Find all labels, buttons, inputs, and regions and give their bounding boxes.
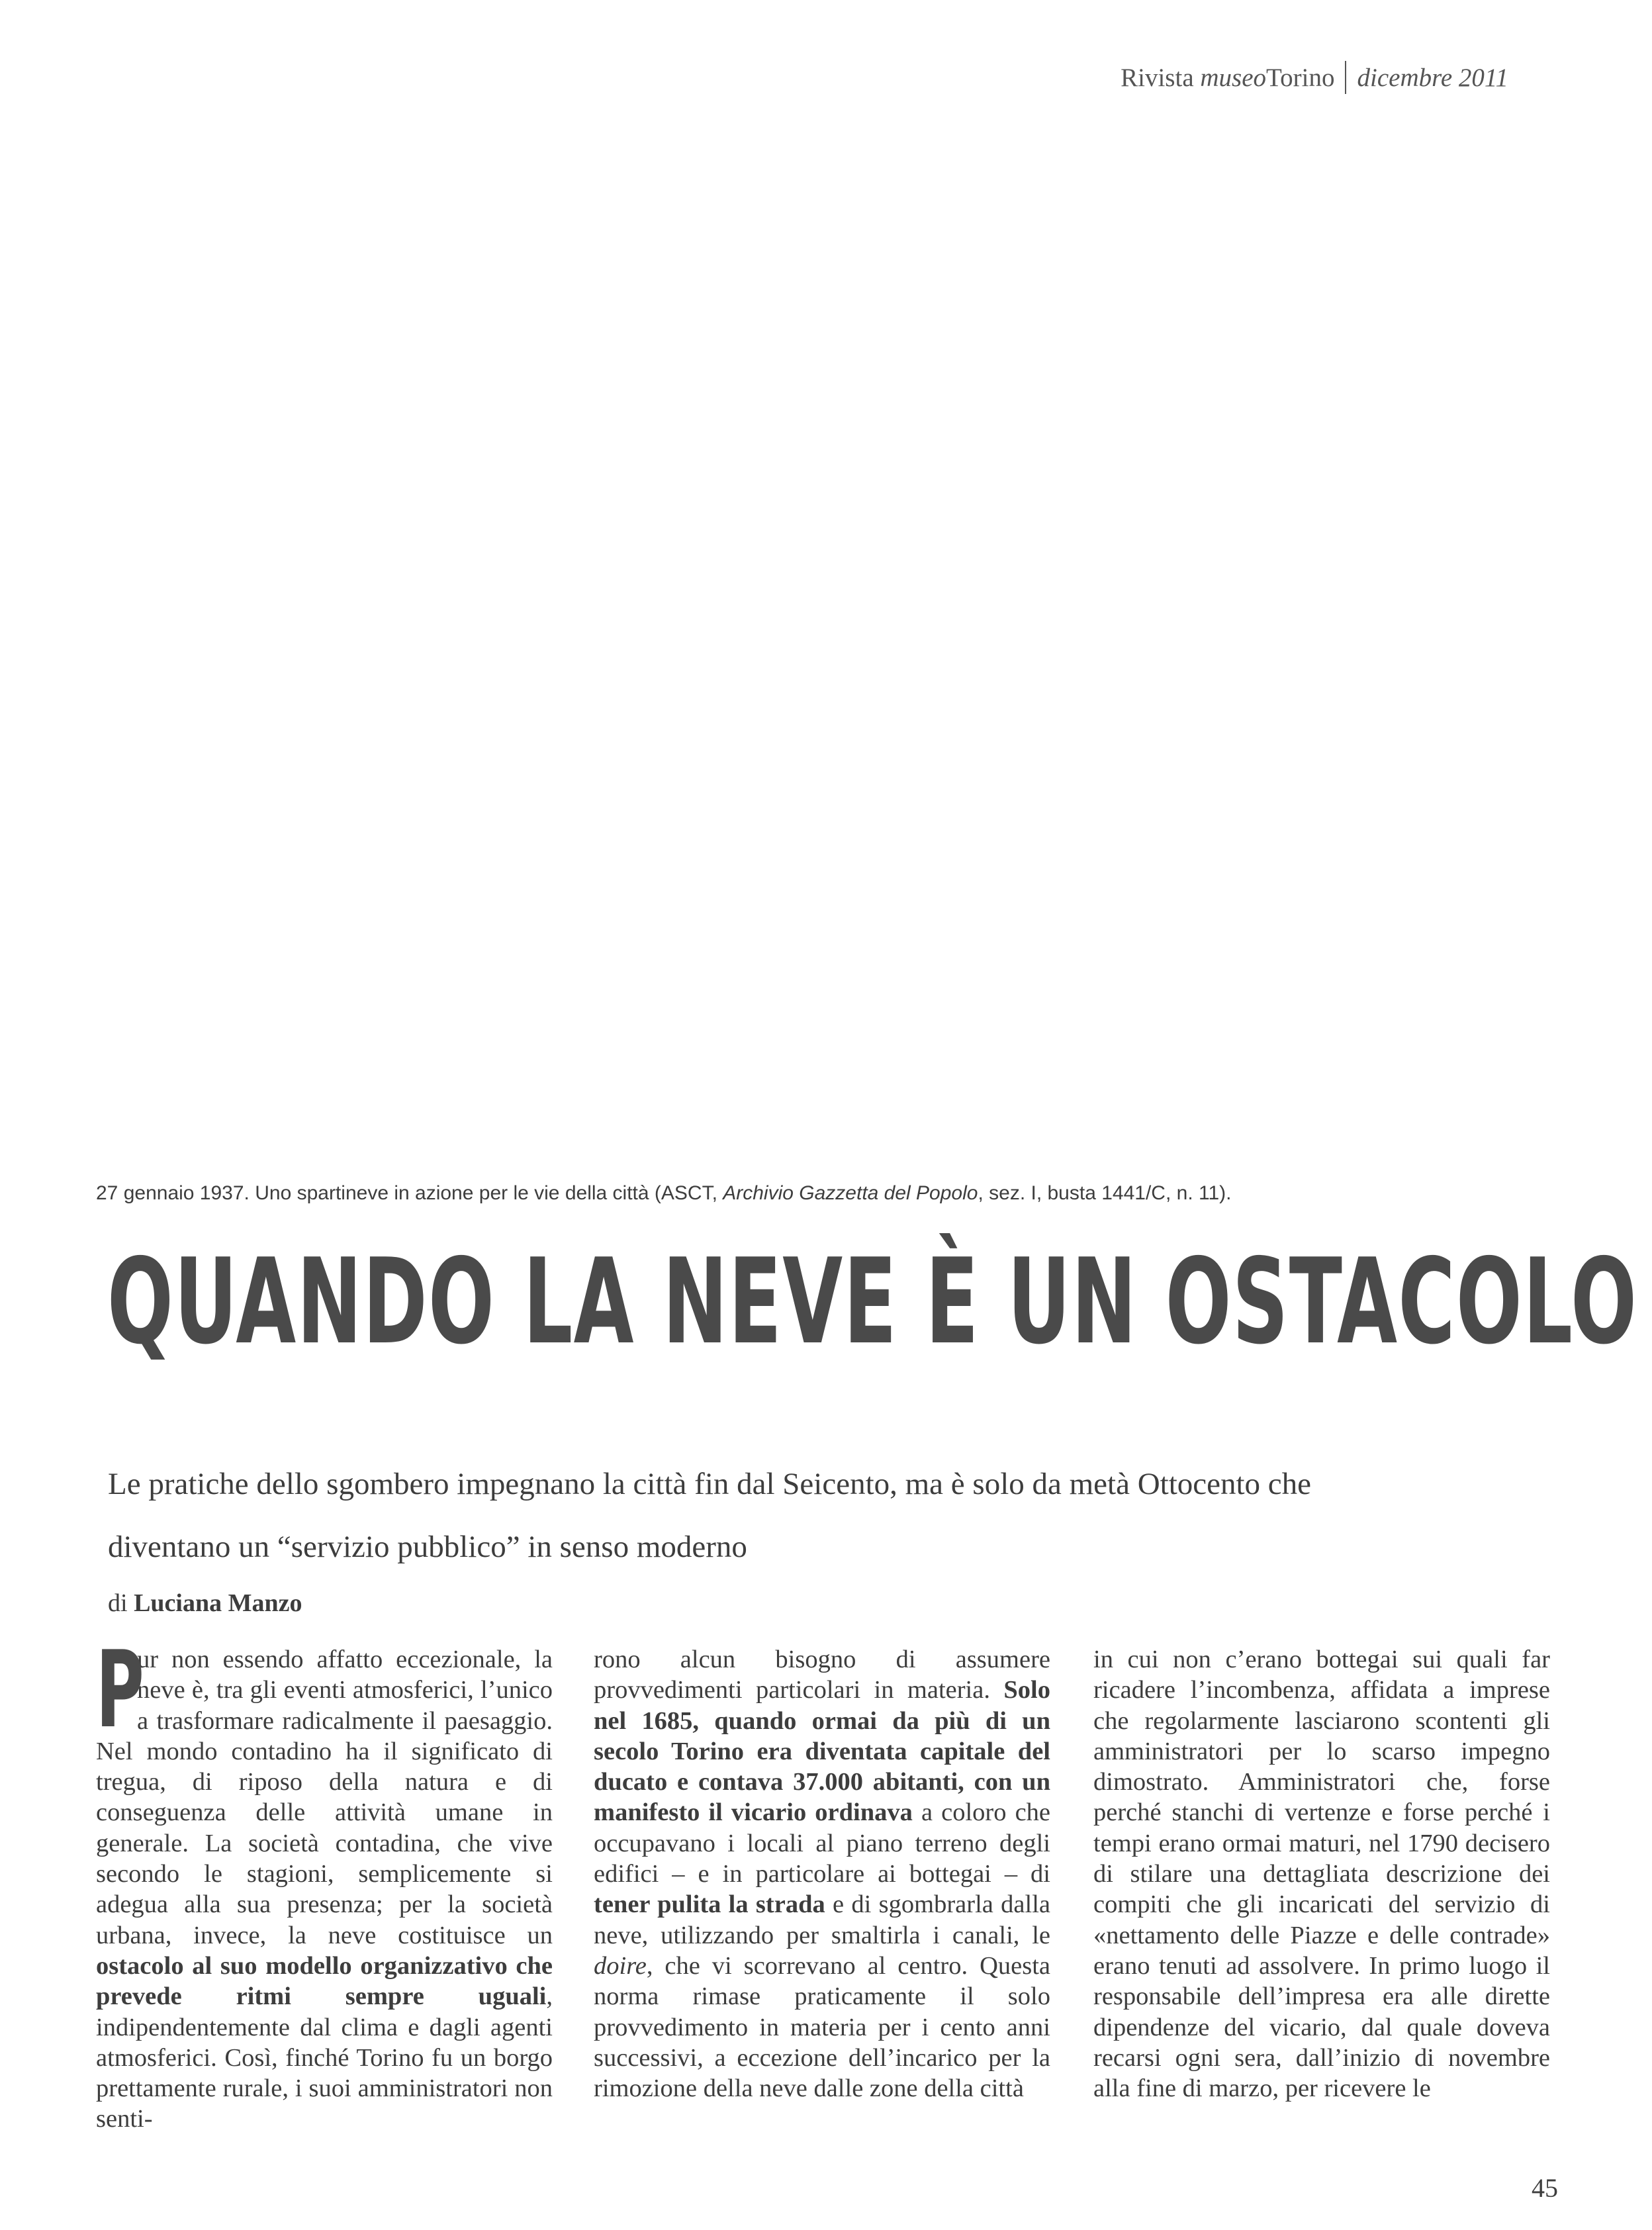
body-column-2: rono alcun bisogno di assumere provvedimenti particolari in materia. Solo nel 1685, quando ormai da più di un secolo Torino era diventata capitale del ducato e contava 37.000 abitanti, con un manifesto il vicario ordinava a coloro che occupavano i locali al piano terreno degli edifici – e in particolare ai bottegai – di tener pulita la strada e di sgombrarla dalla neve, utilizzando per smaltirla i canali, le doire, che vi scorrevano al centro. Questa norma rimase praticamente il solo provvedimento in materia per i cento anni successivi, a eccezione dell’incarico per la rimozione della neve dalle zone della città	[594, 1646, 1050, 2103]
body-column-1: P ur non essendo affatto eccezionale, la neve è, tra gli eventi atmosferici, l’unico a trasformare radicalmente il paesaggio. Nel mondo contadino ha il significato di tregua, di riposo della natura e di conseguenza delle attività umane in generale. La società contadina, che vive secondo le stagioni, semplicemente si adegua alla sua presenza; per la società urbana, invece, la neve costituisce un ostacolo al suo modello organizzativo che prevede ritmi sempre uguali, indipendentemente dal clima e dagli agenti atmosferici. Così, finché Torino fu un borgo prettamente rurale, i suoi amministratori non senti-	[96, 1628, 553, 2133]
issue-date: dicembre 2011	[1357, 63, 1508, 92]
running-header	[1121, 61, 1508, 94]
photo-caption: 27 gennaio 1937. Uno spartineve in azione per le vie della città (ASCT, Archivio Gazzetta del Popolo, sez. I, busta 1441/C, n. 11).	[96, 1182, 1232, 1204]
drop-cap: P	[96, 1628, 144, 1751]
magazine-name: Rivista museoTorino	[1121, 63, 1335, 92]
article-subtitle: Le pratiche dello sgombero impegnano la città fin dal Seicento, ma è solo da metà Ottocento che diventano un “servizio pubblico” in senso moderno	[108, 1467, 1312, 1564]
page-number: 45	[1532, 2173, 1558, 2203]
byline: di Luciana Manzo	[108, 1589, 302, 1617]
body-column-3: in cui non c’erano bottegai sui quali far ricadere l’incombenza, affidata a imprese che regolarmente lasciarono scontenti gli amministratori per lo scarso impegno dimostrato. Amministratori che, forse perché stanchi di vertenze e forse perché i tempi erano ormai maturi, nel 1790 decisero di stilare una dettagliata descrizione dei compiti che gli incaricati del servizio di «nettamento delle Piazze e delle contrade» erano tenuti ad assolvere. In primo luogo il responsabile dell’impresa era alle dirette dipendenze del vicario, dal quale doveva recarsi ogni sera, dall’inizio di novembre alla fine di marzo, per ricevere le	[1093, 1646, 1550, 2103]
header-separator	[1345, 61, 1346, 94]
article-title: QUANDO LA NEVE È UN OSTACOLO	[107, 1233, 1638, 1370]
author-name: Luciana Manzo	[134, 1589, 302, 1617]
